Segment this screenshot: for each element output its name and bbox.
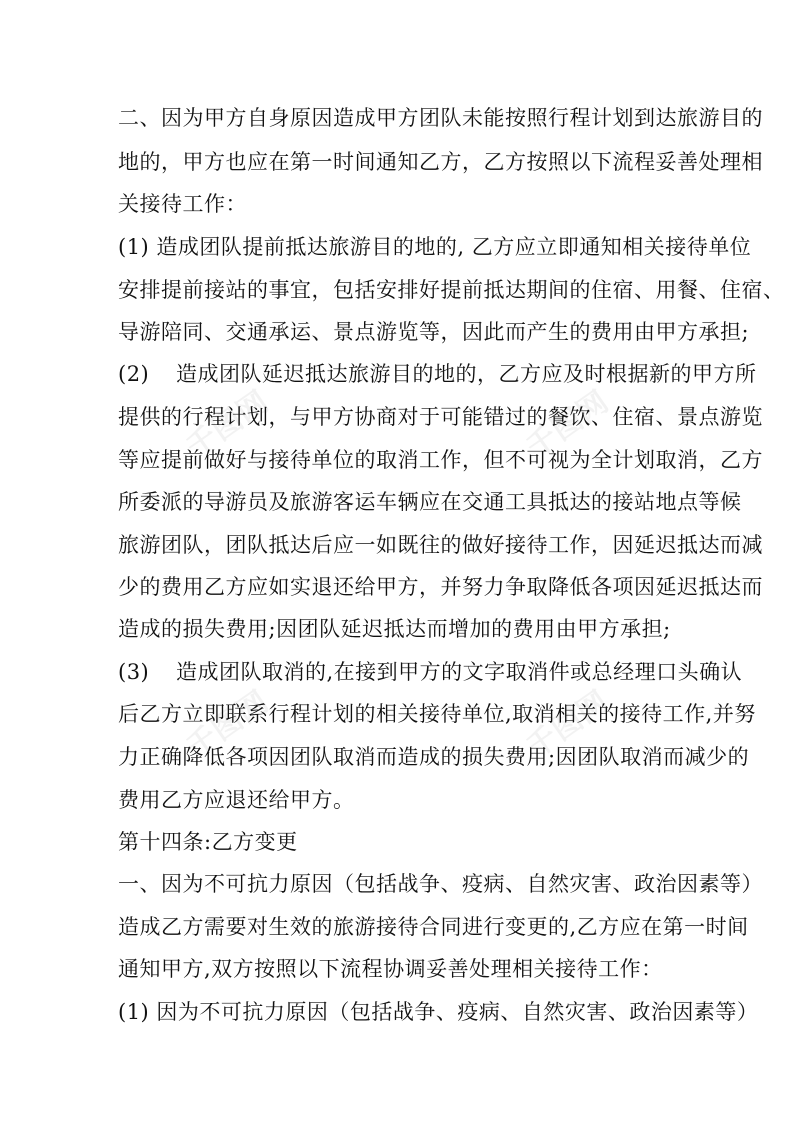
- paragraph-line: 地的，甲方也应在第一时间通知乙方，乙方按照以下流程妥善处理相: [118, 150, 763, 174]
- paragraph-line: 导游陪同、交通承运、景点游览等，因此而产生的费用由甲方承担;: [118, 320, 750, 344]
- section-heading: 第十四条:乙方变更: [118, 830, 298, 854]
- numbered-item: [118, 658, 742, 686]
- paragraph-line: 二、因为甲方自身原因造成甲方团队未能按照行程计划到达旅游目的: [118, 106, 763, 130]
- paragraph-line: 等应提前做好与接待单位的取消工作，但不可视为全计划取消，乙方: [118, 448, 763, 472]
- watermark-logo: 千图网: [180, 684, 276, 766]
- item-number: (2): [118, 362, 150, 386]
- paragraph-line: 力正确降低各项因团队取消而造成的损失费用;因团队取消而减少的: [118, 745, 750, 769]
- watermark-logo: 千图网: [180, 384, 276, 466]
- watermark-logo: 千图网: [520, 384, 616, 466]
- paragraph-line: 费用乙方应退还给甲方。: [118, 788, 355, 812]
- paragraph-line: 造成团队延迟抵达旅游目的地的，乙方应及时根据新的甲方所: [176, 362, 757, 386]
- paragraph-line: 少的费用乙方应如实退还给甲方，并努力争取降低各项因延迟抵达而: [118, 575, 763, 599]
- item-number: (3): [118, 660, 150, 684]
- watermark-logo: 千图网: [520, 684, 616, 766]
- paragraph-line: 造成团队取消的,在接到甲方的文字取消件或总经理口头确认: [176, 660, 743, 684]
- numbered-item: [118, 360, 757, 388]
- paragraph-line: 造成乙方需要对生效的旅游接待合同进行变更的,乙方应在第一时间: [118, 915, 749, 939]
- paragraph-line: 旅游团队，团队抵达后应一如既往的做好接待工作，因延迟抵达而减: [118, 533, 763, 557]
- paragraph-line: 关接待工作：: [118, 192, 247, 216]
- paragraph-line: 造成的损失费用;因团队延迟抵达而增加的费用由甲方承担;: [118, 617, 671, 641]
- paragraph-line: 一、因为不可抗力原因（包括战争、疫病、自然灾害、政治因素等）: [118, 872, 763, 896]
- paragraph-line: 后乙方立即联系行程计划的相关接待单位,取消相关的接待工作,并努: [118, 702, 756, 726]
- paragraph-line: 所委派的导游员及旅游客运车辆应在交通工具抵达的接站地点等候: [118, 490, 742, 514]
- paragraph-line: (1) 造成团队提前抵达旅游目的地的, 乙方应立即通知相关接待单位: [118, 235, 752, 259]
- paragraph-line: 安排提前接站的事宜，包括安排好提前抵达期间的住宿、用餐、住宿、: [118, 278, 785, 302]
- paragraph-line: 提供的行程计划，与甲方协商对于可能错过的餐饮、住宿、景点游览: [118, 405, 763, 429]
- paragraph-line: 通知甲方,双方按照以下流程协调妥善处理相关接待工作：: [118, 957, 663, 981]
- paragraph-line: (1) 因为不可抗力原因（包括战争、疫病、自然灾害、政治因素等）: [118, 1000, 759, 1024]
